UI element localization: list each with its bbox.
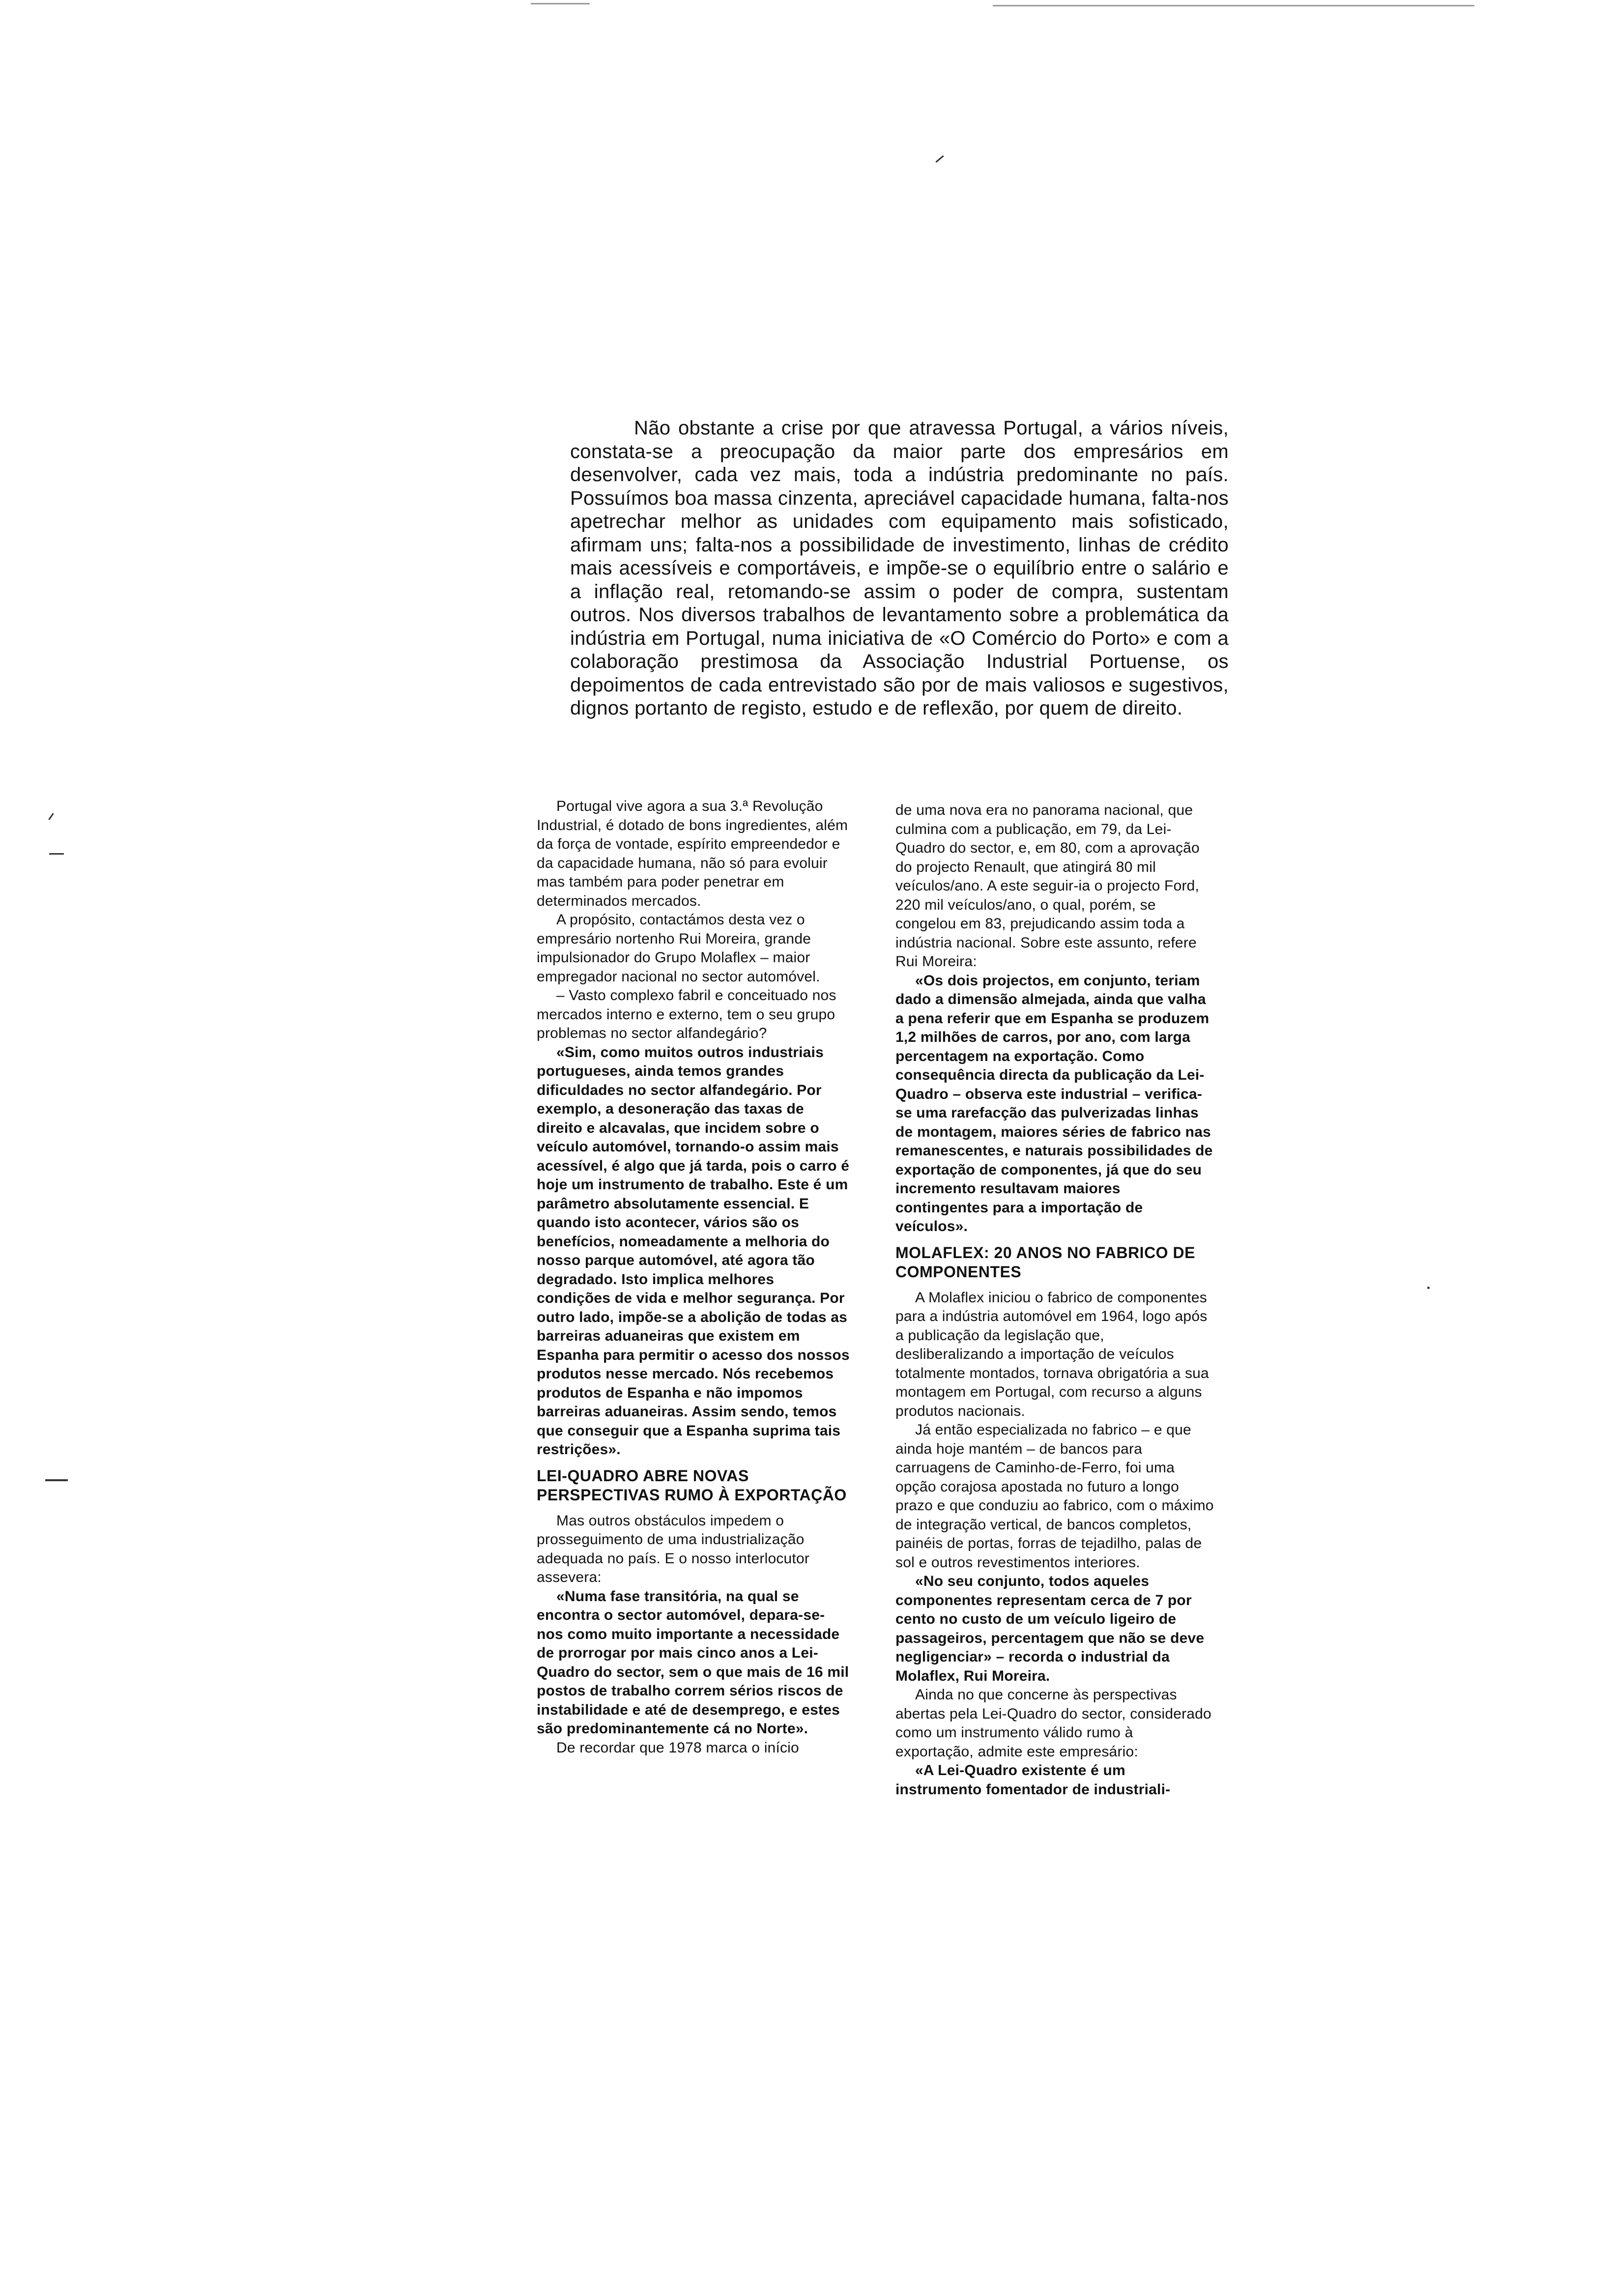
- margin-dot: [1427, 1287, 1430, 1289]
- lead-paragraph: Não obstante a crise por que atravessa Portugal, a vários níveis, constata-se a preocupação da maior parte dos empresários em desenvolver, cada vez mais, toda a indústria predominante no país. Possuímos boa massa cinzenta, apreciável capacidade humana, falta-nos apetrechar melhor as unidades com equipamento mais sofisticado, afirmam uns; falta-nos a possibilidade de investimento, linhas de crédito mais acessíveis e comportáveis, e impõe-se o equilíbrio entre o salário e a inflação real, retomando-se assim o poder de compra, sustentam outros. Nos diversos trabalhos de levantamento sobre a problemática da indústria em Portugal, numa iniciativa de «O Comércio do Porto» e com a colaboração prestimosa da Associação Industrial Portuense, os depoimentos de cada entrevistado são por de mais valiosos e sugestivos, dignos portanto de registo, estudo e de reflexão, por quem de direito.: [570, 417, 1229, 719]
- quote-paragraph: «No seu conjunto, todos aqueles componentes representam cerca de 7 por cento no custo de um veículo ligeiro de passageiros, percentagem que não se deve negligenciar» – recorda o industrial da Molaflex, Rui Moreira.: [895, 1573, 1205, 1684]
- paragraph: A Molaflex iniciou o fabrico de componentes para a indústria automóvel em 1964, logo após a publicação da legislação que, desliberalizando a importação de veículos totalmente montados, tornava obrigatória a sua montagem em Portugal, com recurso a alguns produtos nacionais.: [895, 1289, 1209, 1419]
- top-rule-left: [531, 3, 590, 4]
- paragraph: Já então especializada no fabrico – e que ainda hoje mantém – de bancos para carruagens de Caminho-de-Ferro, foi uma opção corajosa apostada no futuro a longo prazo e que conduziu ao fabrico, com o máximo de integração vertical, de bancos completos, painéis de portas, forras de tejadilho, palas de sol e outros revestimentos interiores.: [895, 1422, 1214, 1571]
- paragraph: de uma nova era no panorama nacional, que culmina com a publicação, em 79, da Lei-Quadro do sector, e, em 80, com a aprovação do projecto Renault, que atingirá 80 mil veículos/ano. A este seguir-ia o projecto Ford, 220 mil veículos/ano, o qual, porém, se congelou em 83, prejudicando assim toda a indústria nacional. Sobre este assunto, refere Rui Moreira:: [895, 802, 1200, 970]
- paragraph: – Vasto complexo fabril e conceituado nos mercados interno e externo, tem o seu grupo problemas no sector alfandegário?: [537, 987, 836, 1041]
- article-column-left: [537, 797, 851, 1757]
- margin-tick-3: [45, 1479, 68, 1481]
- paragraph: Mas outros obstáculos impedem o prosseguimento de uma industrialização adequada no país. E o nosso interlocutor assevera:: [537, 1512, 810, 1585]
- section-heading: MOLAFLEX: 20 ANOS NO FABRICO DE COMPONENTES: [895, 1243, 1195, 1281]
- paragraph: De recordar que 1978 marca o início: [556, 1739, 799, 1756]
- pen-mark: [935, 155, 944, 163]
- paragraph: Ainda no que concerne às perspectivas abertas pela Lei-Quadro do sector, considerado como um instrumento válido rumo à exportação, admite este empresário:: [895, 1687, 1211, 1760]
- quote-paragraph: «Sim, como muitos outros industriais portugueses, ainda temos grandes dificuldades no sector alfandegário. Por exemplo, a desoneração das taxas de direito e alcavalas, que incidem sobre o veículo automóvel, tornando-o assim mais acessível, é algo que já tarda, pois o carro é hoje um instrumento de trabalho. Este é um parâmetro absolutamente essencial. E quando isto acontecer, vários são os benefícios, nomeadamente a melhoria do nosso parque automóvel, até agora tão degradado. Isto implica melhores condições de vida e melhor segurança. Por outro lado, impõe-se a abolição de todas as barreiras aduaneiras que existem em Espanha para permitir o acesso dos nossos produtos nesse mercado. Nós recebemos produtos de Espanha e não impomos barreiras aduaneiras. Assim sendo, temos que conseguir que a Espanha suprima tais restrições».: [537, 1044, 850, 1458]
- paragraph: Portugal vive agora a sua 3.ª Revolução Industrial, é dotado de bons ingredientes, além da força de vontade, espírito empreendedor e da capacidade humana, não só para evoluir mas também para poder penetrar em determinados mercados.: [537, 798, 848, 909]
- margin-tick-2: [49, 853, 64, 855]
- paragraph: A propósito, contactámos desta vez o empresário nortenho Rui Moreira, grande impulsionador do Grupo Molaflex – maior empregador nacional no sector automóvel.: [537, 912, 820, 985]
- quote-paragraph: «Numa fase transitória, na qual se encontra o sector automóvel, depara-se-nos como muito importante a necessidade de prorrogar por mais cinco anos a Lei-Quadro do sector, sem o que mais de 16 mil postos de trabalho correm sérios riscos de instabilidade e até de desemprego, e estes são predominantemente cá no Norte».: [537, 1588, 849, 1737]
- quote-paragraph: «Os dois projectos, em conjunto, teriam dado a dimensão almejada, ainda que valha a pena referir que em Espanha se produzem 1,2 milhões de carros, por ano, com larga percentagem na exportação. Como consequência directa da publicação da Lei-Quadro – observa este industrial – verifica-se uma rarefacção das pulverizadas linhas de montagem, maiores séries de fabrico nas remanescentes, e naturais possibilidades de exportação de componentes, já que do seu incremento resultavam maiores contingentes para a importação de veículos».: [895, 972, 1213, 1234]
- quote-paragraph: «A Lei-Quadro existente é um instrumento fomentador de industriali-: [895, 1762, 1171, 1798]
- margin-tick-1: [48, 813, 54, 820]
- top-rule-right: [993, 5, 1474, 6]
- article-column-right: [895, 801, 1215, 1799]
- section-heading: LEI-QUADRO ABRE NOVAS PERSPECTIVAS RUMO À EXPORTAÇÃO: [537, 1466, 847, 1504]
